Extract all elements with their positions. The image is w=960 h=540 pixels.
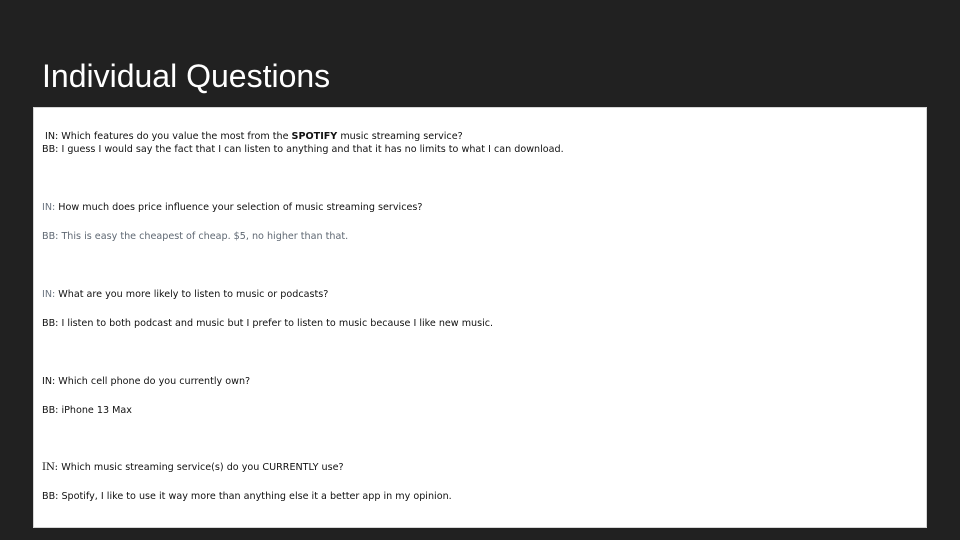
question-cell-phone: IN: Which cell phone do you currently own? (42, 376, 251, 387)
interview-text-box (33, 107, 927, 528)
question-prefix: IN: (42, 289, 59, 300)
question-prefix: IN: (45, 131, 62, 142)
question-prefix: IN: (42, 202, 59, 213)
question-text-end: music streaming service? (337, 131, 463, 142)
question-price (42, 201, 423, 214)
question-text: Which music streaming service(s) do you CURRENTLY use? (61, 462, 344, 473)
answer-music-or-podcasts: BB: I listen to both podcast and music but I prefer to listen to music because I like new music. (42, 318, 494, 329)
question-prefix: IN: (42, 462, 62, 473)
question-text: How much does price influence your selection of music streaming services? (58, 202, 423, 213)
question-text: Which features do you value the most from the (61, 131, 292, 142)
slide-title: Individual Questions (42, 58, 331, 94)
answer-price: BB: This is easy the cheapest of cheap. $5, no higher than that. (42, 231, 349, 242)
answer-features: BB: I guess I would say the fact that I can listen to anything and that it has no limits to what I can download. (42, 144, 564, 155)
answer-cell-phone: BB: iPhone 13 Max (42, 405, 132, 416)
question-features (42, 130, 463, 143)
answer-streaming-service: BB: Spotify, I like to use it way more than anything else it a better app in my opinion. (42, 491, 452, 502)
spotify-emphasis: SPOTIFY (291, 131, 338, 142)
question-music-or-podcasts (42, 288, 328, 301)
question-text: What are you more likely to listen to music or podcasts? (58, 289, 329, 300)
question-streaming-service (42, 461, 344, 474)
